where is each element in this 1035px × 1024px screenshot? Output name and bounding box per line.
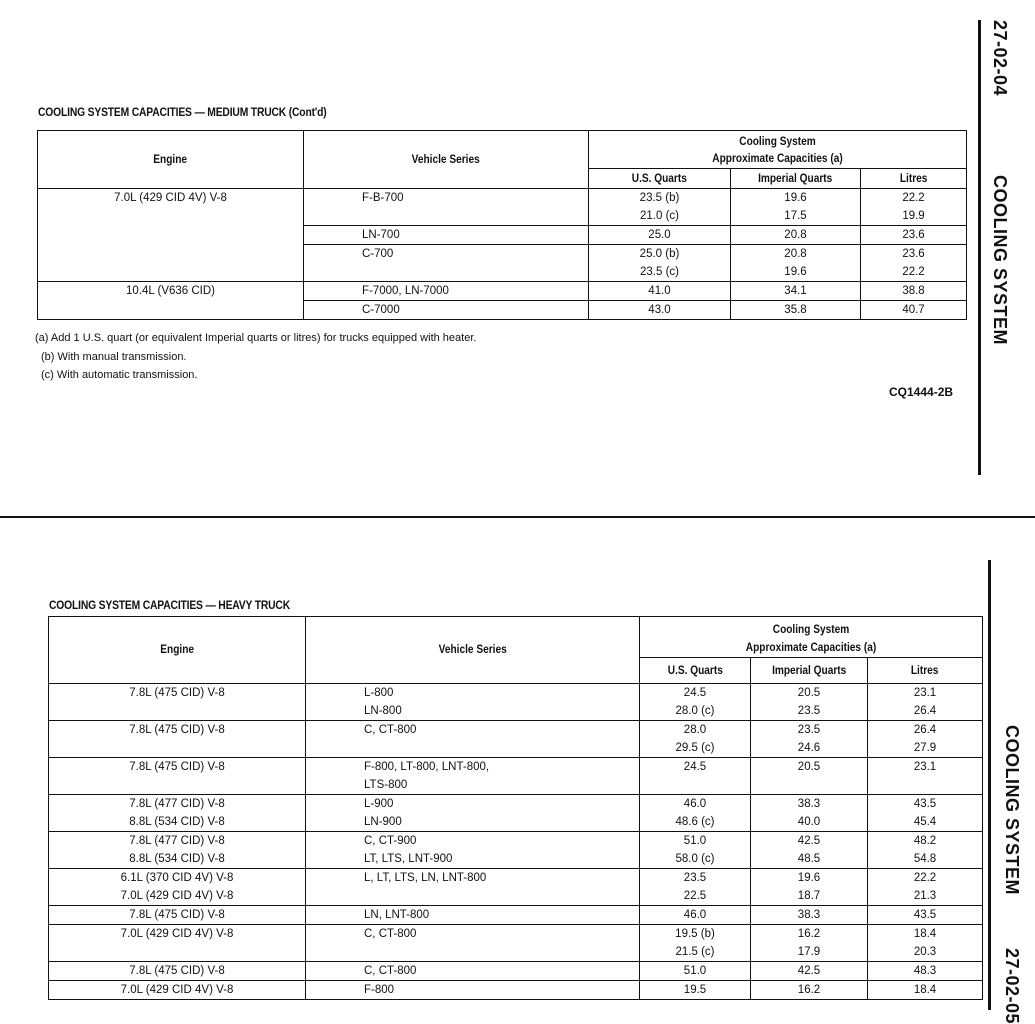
table-row	[49, 850, 983, 869]
bottom-page-number: 27-02-05	[1002, 948, 1022, 1024]
bottom-side-bar	[988, 560, 991, 1010]
litres-cell: 40.7	[861, 301, 967, 320]
vehicle-series-cell: F-800	[306, 981, 640, 1000]
engine-cell: 7.8L (475 CID) V-8	[49, 906, 306, 925]
imperial-quarts-cell: 35.8	[731, 301, 861, 320]
vehicle-series-cell: LN-900	[306, 813, 640, 832]
vehicle-series-cell: LN, LNT-800	[306, 906, 640, 925]
litres-cell: 22.2	[868, 869, 983, 888]
imperial-quarts-cell: 19.6	[731, 189, 861, 208]
vehicle-series-cell	[306, 887, 640, 906]
engine-cell: 7.8L (475 CID) V-8	[49, 758, 306, 777]
imperial-quarts-cell: 20.8	[731, 245, 861, 264]
engine-column-header: Engine	[49, 617, 306, 684]
litres-cell: 23.1	[868, 684, 983, 703]
imperial-quarts-cell: 42.5	[751, 832, 868, 851]
vehicle-series-cell: C, CT-800	[306, 962, 640, 981]
table-row	[49, 684, 983, 703]
top-page-number: 27-02-04	[990, 20, 1010, 97]
imperial-quarts-cell: 38.3	[751, 795, 868, 814]
table-row	[49, 832, 983, 851]
vehicle-series-cell: LT, LTS, LNT-900	[306, 850, 640, 869]
litres-cell: 38.8	[861, 282, 967, 301]
table-row	[49, 721, 983, 740]
cooling-system-group-header: Cooling System Approximate Capacities (a)	[640, 617, 983, 658]
imperial-quarts-cell: 20.8	[731, 226, 861, 245]
vehicle-series-cell: C-700	[304, 245, 589, 282]
vehicle-series-cell: F-7000, LN-7000	[304, 282, 589, 301]
page-divider	[0, 516, 1035, 518]
imperial-quarts-cell: 40.0	[751, 813, 868, 832]
imperial-quarts-cell: 16.2	[751, 925, 868, 944]
litres-cell: 18.4	[868, 981, 983, 1000]
imperial-quarts-cell: 18.7	[751, 887, 868, 906]
engine-cell: 7.8L (475 CID) V-8	[49, 721, 306, 740]
table-row	[49, 925, 983, 944]
litres-cell: 48.3	[868, 962, 983, 981]
us-quarts-cell: 23.5	[640, 869, 751, 888]
table-row	[49, 758, 983, 777]
imperial-quarts-cell: 16.2	[751, 981, 868, 1000]
litres-cell: 22.2	[861, 189, 967, 208]
vehicle-series-cell: C, CT-900	[306, 832, 640, 851]
top-side-title: COOLING SYSTEM	[990, 175, 1010, 346]
litres-cell	[868, 776, 983, 795]
us-quarts-cell: 24.5	[640, 758, 751, 777]
table-row	[49, 887, 983, 906]
litres-cell: 20.3	[868, 943, 983, 962]
engine-cell: 7.0L (429 CID 4V) V-8	[49, 925, 306, 944]
top-capacities-table	[37, 130, 967, 320]
vehicle-series-cell	[306, 943, 640, 962]
us-quarts-cell: 51.0	[640, 962, 751, 981]
engine-cell	[49, 739, 306, 758]
us-quarts-cell: 29.5 (c)	[640, 739, 751, 758]
table-row	[49, 981, 983, 1000]
imperial-quarts-cell: 17.9	[751, 943, 868, 962]
us-quarts-cell: 43.0	[589, 301, 731, 320]
imperial-quarts-cell: 38.3	[751, 906, 868, 925]
engine-cell	[49, 702, 306, 721]
figure-code: CQ1444-2B	[889, 385, 954, 399]
engine-cell: 7.0L (429 CID 4V) V-8	[38, 189, 304, 282]
us-quarts-cell: 25.0	[589, 226, 731, 245]
engine-cell: 7.8L (477 CID) V-8	[49, 795, 306, 814]
imperial-quarts-cell: 20.5	[751, 684, 868, 703]
us-quarts-cell: 28.0	[640, 721, 751, 740]
imperial-quarts-cell: 23.5	[751, 721, 868, 740]
engine-cell: 8.8L (534 CID) V-8	[49, 850, 306, 869]
engine-cell: 10.4L (V636 CID)	[38, 282, 304, 320]
us-quarts-cell: 21.0 (c)	[589, 207, 731, 226]
top-footnotes	[35, 329, 476, 385]
vehicle-series-cell: F-B-700	[304, 189, 589, 226]
imperial-quarts-cell	[751, 776, 868, 795]
litres-cell: 27.9	[868, 739, 983, 758]
imperial-quarts-cell: 24.6	[751, 739, 868, 758]
vehicle-series-cell: LN-700	[304, 226, 589, 245]
vehicle-series-column-header: Vehicle Series	[304, 131, 589, 189]
us-quarts-cell: 46.0	[640, 795, 751, 814]
engine-cell: 7.0L (429 CID 4V) V-8	[49, 887, 306, 906]
imperial-quarts-cell: 20.5	[751, 758, 868, 777]
top-table-title: COOLING SYSTEM CAPACITIES — MEDIUM TRUCK (Cont'd)	[38, 105, 327, 119]
imperial-quarts-cell: 19.6	[751, 869, 868, 888]
us-quarts-cell	[640, 776, 751, 795]
us-quarts-cell: 58.0 (c)	[640, 850, 751, 869]
litres-cell: 21.3	[868, 887, 983, 906]
us-quarts-cell: 24.5	[640, 684, 751, 703]
table-row	[49, 906, 983, 925]
vehicle-series-cell: L-800	[306, 684, 640, 703]
footnote-b: (b) With manual transmission.	[41, 350, 187, 363]
imperial-quarts-cell: 19.6	[731, 263, 861, 282]
litres-cell: 45.4	[868, 813, 983, 832]
litres-cell: 19.9	[861, 207, 967, 226]
us-quarts-cell: 48.6 (c)	[640, 813, 751, 832]
footnote-a: (a) Add 1 U.S. quart (or equivalent Imperial quarts or litres) for trucks equipped with heater.	[35, 332, 477, 344]
engine-cell: 7.0L (429 CID 4V) V-8	[49, 981, 306, 1000]
us-quarts-cell: 46.0	[640, 906, 751, 925]
litres-cell: 23.6	[861, 226, 967, 245]
imperial-quarts-cell: 34.1	[731, 282, 861, 301]
litres-cell: 48.2	[868, 832, 983, 851]
imperial-quarts-cell: 48.5	[751, 850, 868, 869]
us-quarts-cell: 19.5 (b)	[640, 925, 751, 944]
imperial-quarts-column-header: Imperial Quarts	[731, 169, 861, 189]
table-row	[49, 739, 983, 758]
litres-cell: 26.4	[868, 702, 983, 721]
table-row	[49, 869, 983, 888]
engine-cell: 6.1L (370 CID 4V) V-8	[49, 869, 306, 888]
us-quarts-cell: 51.0	[640, 832, 751, 851]
litres-cell: 26.4	[868, 721, 983, 740]
table-row	[49, 962, 983, 981]
vehicle-series-cell: C-7000	[304, 301, 589, 320]
bottom-capacities-table	[48, 616, 983, 1000]
engine-cell: 7.8L (475 CID) V-8	[49, 962, 306, 981]
litres-cell: 23.1	[868, 758, 983, 777]
imperial-quarts-cell: 42.5	[751, 962, 868, 981]
litres-cell: 22.2	[861, 263, 967, 282]
table-row	[49, 776, 983, 795]
litres-cell: 23.6	[861, 245, 967, 264]
us-quarts-cell: 21.5 (c)	[640, 943, 751, 962]
us-quarts-column-header: U.S. Quarts	[640, 658, 751, 684]
bottom-table-title: COOLING SYSTEM CAPACITIES — HEAVY TRUCK	[49, 598, 291, 612]
vehicle-series-cell: L, LT, LTS, LN, LNT-800	[306, 869, 640, 888]
us-quarts-cell: 23.5 (b)	[589, 189, 731, 208]
engine-cell: 8.8L (534 CID) V-8	[49, 813, 306, 832]
engine-cell	[49, 776, 306, 795]
vehicle-series-cell: L-900	[306, 795, 640, 814]
imperial-quarts-cell: 23.5	[751, 702, 868, 721]
table-row	[49, 795, 983, 814]
us-quarts-cell: 23.5 (c)	[589, 263, 731, 282]
vehicle-series-cell: LTS-800	[306, 776, 640, 795]
engine-column-header: Engine	[38, 131, 304, 189]
top-side-bar	[978, 20, 981, 475]
bottom-side-title: COOLING SYSTEM	[1002, 725, 1022, 896]
table-row	[38, 189, 967, 208]
litres-cell: 54.8	[868, 850, 983, 869]
table-row	[49, 813, 983, 832]
table-row	[49, 943, 983, 962]
vehicle-series-cell	[306, 739, 640, 758]
us-quarts-column-header: U.S. Quarts	[589, 169, 731, 189]
imperial-quarts-cell: 17.5	[731, 207, 861, 226]
table-row	[49, 702, 983, 721]
us-quarts-cell: 22.5	[640, 887, 751, 906]
vehicle-series-cell: F-800, LT-800, LNT-800,	[306, 758, 640, 777]
us-quarts-cell: 41.0	[589, 282, 731, 301]
vehicle-series-cell: LN-800	[306, 702, 640, 721]
litres-column-header: Litres	[868, 658, 983, 684]
cooling-system-group-header: Cooling System Approximate Capacities (a)	[589, 131, 967, 169]
engine-cell	[49, 943, 306, 962]
imperial-quarts-column-header: Imperial Quarts	[751, 658, 868, 684]
vehicle-series-cell: C, CT-800	[306, 721, 640, 740]
us-quarts-cell: 25.0 (b)	[589, 245, 731, 264]
vehicle-series-column-header: Vehicle Series	[306, 617, 640, 684]
litres-column-header: Litres	[861, 169, 967, 189]
us-quarts-cell: 28.0 (c)	[640, 702, 751, 721]
footnote-c: (c) With automatic transmission.	[41, 369, 198, 381]
engine-cell: 7.8L (475 CID) V-8	[49, 684, 306, 703]
litres-cell: 43.5	[868, 795, 983, 814]
engine-cell: 7.8L (477 CID) V-8	[49, 832, 306, 851]
litres-cell: 43.5	[868, 906, 983, 925]
table-row	[38, 282, 967, 301]
us-quarts-cell: 19.5	[640, 981, 751, 1000]
vehicle-series-cell: C, CT-800	[306, 925, 640, 944]
litres-cell: 18.4	[868, 925, 983, 944]
